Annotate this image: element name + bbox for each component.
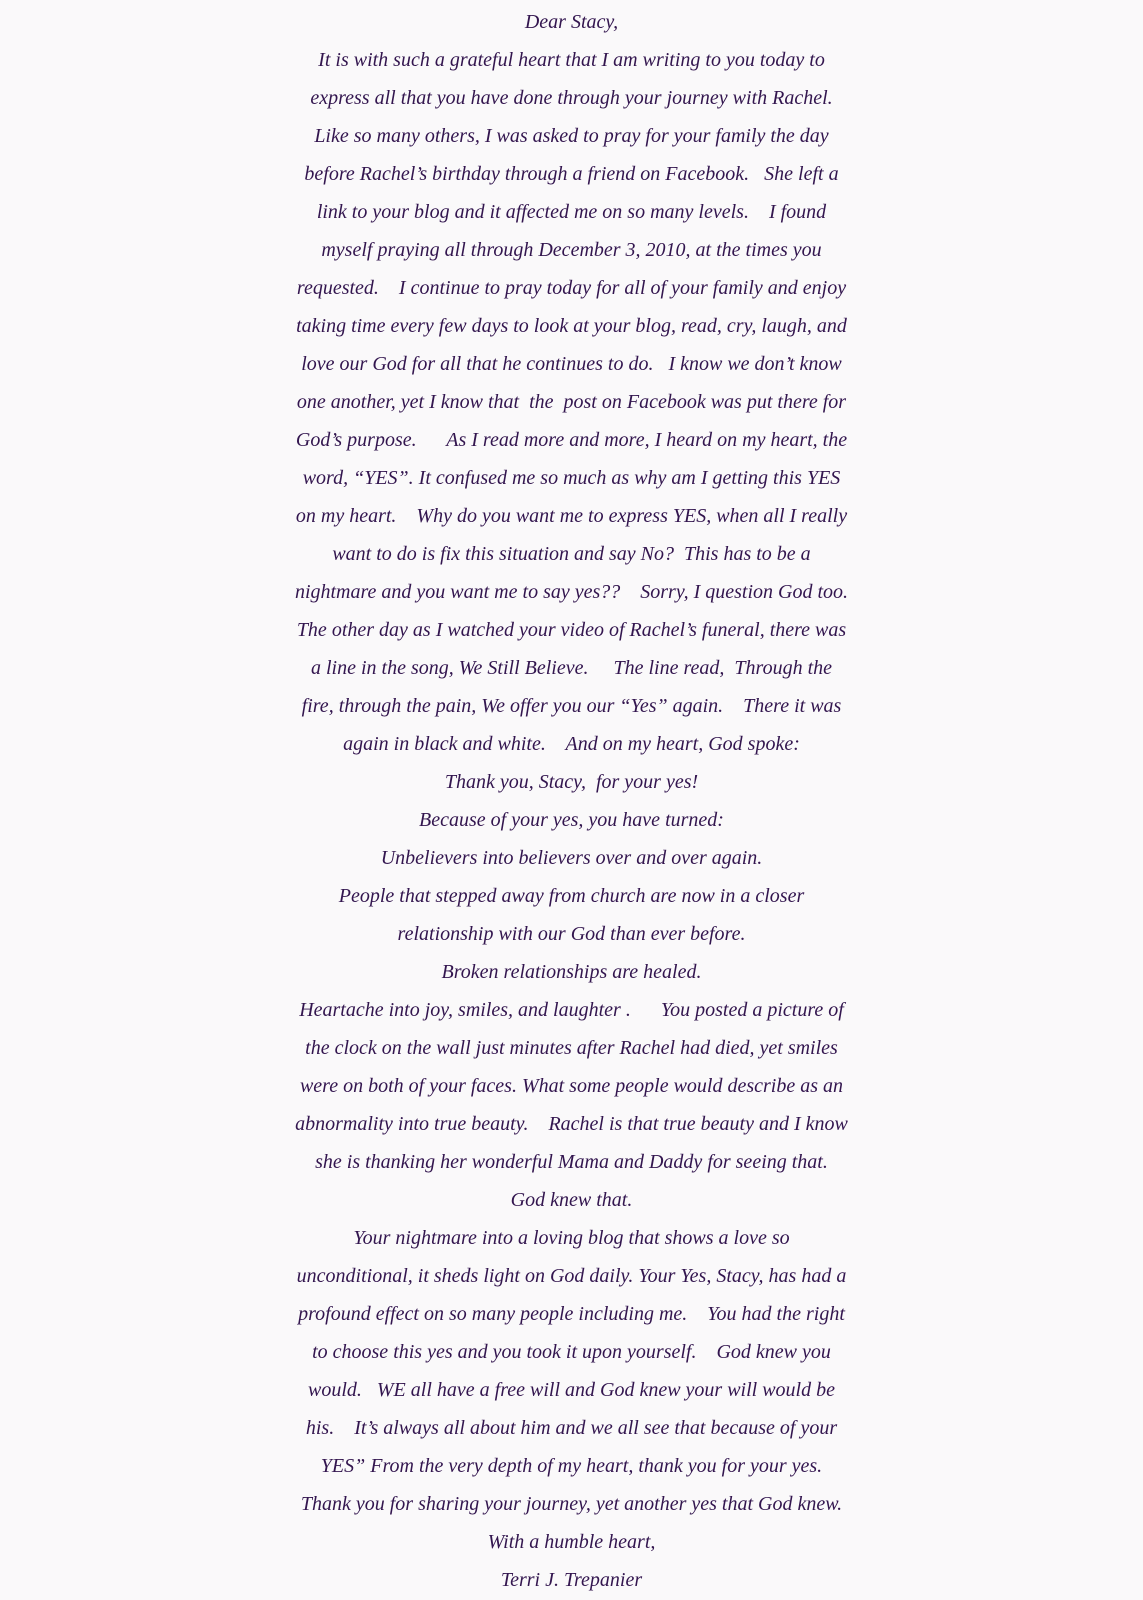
letter-line: Like so many others, I was asked to pray for your family the day <box>314 125 829 147</box>
letter-line: would. WE all have a free will and God knew your will would be <box>308 1379 835 1401</box>
letter-line: his. It’s always all about him and we all see that because of your <box>305 1417 838 1439</box>
letter-line: The other day as I watched your video of Rachel’s funeral, there was <box>296 619 847 641</box>
letter-line: express all that you have done through your journey with Rachel. <box>310 87 833 109</box>
letter-line: profound effect on so many people including me. You had the right <box>298 1303 845 1325</box>
letter-line: one another, yet I know that the post on Facebook was put there for <box>296 391 847 413</box>
letter-line: YES” From the very depth of my heart, thank you for your yes. <box>320 1455 823 1477</box>
letter-line: Because of your yes, you have turned: <box>419 809 724 831</box>
letter-line: God knew that. <box>510 1189 633 1211</box>
letter-line: requested. I continue to pray today for all of your family and enjoy <box>296 277 847 299</box>
letter-line: Your nightmare into a loving blog that shows a love so <box>353 1227 790 1249</box>
letter-line: the clock on the wall just minutes after Rachel had died, yet smiles <box>305 1037 838 1059</box>
letter-line: unconditional, it sheds light on God daily. Your Yes, Stacy, has had a <box>296 1265 847 1287</box>
letter-line: fire, through the pain, We offer you our “Yes” again. There it was <box>301 695 842 717</box>
letter-line: Heartache into joy, smiles, and laughter . You posted a picture of <box>299 999 844 1021</box>
letter-line: were on both of your faces. What some people would describe as an <box>299 1075 844 1097</box>
letter-line: again in black and white. And on my heart, God spoke: <box>343 733 800 755</box>
letter-line: want to do is fix this situation and say No? This has to be a <box>332 543 811 565</box>
letter-line: God’s purpose. As I read more and more, I heard on my heart, the <box>295 429 848 451</box>
letter-line: abnormality into true beauty. Rachel is that true beauty and I know <box>295 1113 848 1135</box>
letter-line: a line in the song, We Still Believe. The line read, Through the <box>310 657 833 679</box>
letter-line: word, “YES”. It confused me so much as why am I getting this YES <box>302 467 841 489</box>
letter-line: Thank you, Stacy, for your yes! <box>444 771 699 793</box>
letter-body <box>0 3 1143 1599</box>
letter-line: nightmare and you want me to say yes?? Sorry, I question God too. <box>294 581 849 603</box>
signature: Terri J. Trepanier <box>500 1569 643 1591</box>
letter-line: Broken relationships are healed. <box>441 961 702 983</box>
letter-line: relationship with our God than ever before. <box>397 923 746 945</box>
closing: With a humble heart, <box>487 1531 656 1553</box>
letter-line: love our God for all that he continues to do. I know we don’t know <box>301 353 842 375</box>
letter-line: link to your blog and it affected me on so many levels. I found <box>316 201 827 223</box>
letter-line: Thank you for sharing your journey, yet another yes that God knew. <box>300 1493 843 1515</box>
salutation: Dear Stacy, <box>524 11 619 33</box>
letter-line: she is thanking her wonderful Mama and Daddy for seeing that. <box>315 1151 828 1173</box>
letter-line: to choose this yes and you took it upon yourself. God knew you <box>312 1341 831 1363</box>
letter-line: It is with such a grateful heart that I am writing to you today to <box>318 49 825 71</box>
letter-line: People that stepped away from church are now in a closer <box>338 885 805 907</box>
letter-line: taking time every few days to look at your blog, read, cry, laugh, and <box>296 315 847 337</box>
letter-line: Unbelievers into believers over and over again. <box>380 847 763 869</box>
letter-line: on my heart. Why do you want me to express YES, when all I really <box>295 505 848 527</box>
letter-line: myself praying all through December 3, 2010, at the times you <box>321 239 822 261</box>
letter-line: before Rachel’s birthday through a friend on Facebook. She left a <box>304 163 839 185</box>
